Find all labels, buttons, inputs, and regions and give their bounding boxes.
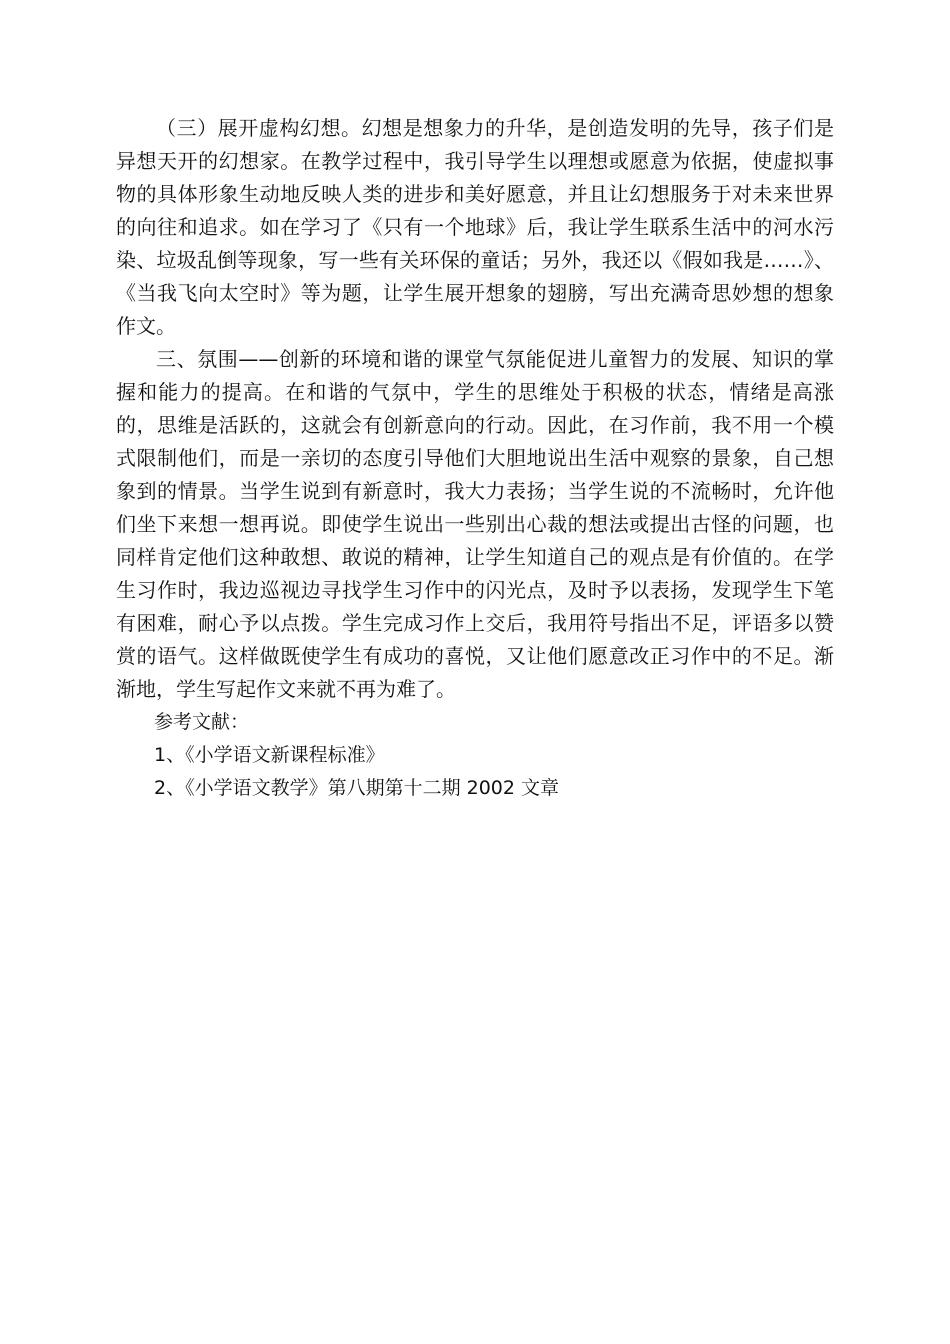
paragraph-imagination: （三）展开虚构幻想。幻想是想象力的升华，是创造发明的先导，孩子们是异想天开的幻想家。在教学过程中，我引导学生以理想或愿意为依据，使虚拟事物的具体形象生动地反映人类的进步和美好愿意，并且让幻想服务于对未来世界的向往和追求。如在学习了《只有一个地球》后，我让学生联系生活中的河水污染、垃圾乱倒等现象，写一些有关环保的童话；另外，我还以《假如我是……》、《当我飞向太空时》等为题，让学生展开想象的翅膀，写出充满奇思妙想的想象作文。 bbox=[116, 116, 834, 338]
document-page bbox=[116, 112, 834, 805]
reference-item-2: 2、《小学语文教学》第八期第十二期 2002 文章 bbox=[154, 777, 560, 799]
paragraph-atmosphere: 三、氛围——创新的环境和谐的课堂气氛能促进儿童智力的发展、知识的掌握和能力的提高。在和谐的气氛中，学生的思维处于积极的状态，情绪是高涨的，思维是活跃的，这就会有创新意向的行动。因此，在习作前，我不用一个模式限制他们，而是一亲切的态度引导他们大胆地说出生活中观察的景象，自己想象到的情景。当学生说到有新意时，我大力表扬；当学生说的不流畅时，允许他们坐下来想一想再说。即使学生说出一些别出心裁的想法或提出古怪的问题，也同样肯定他们这种敢想、敢说的精神，让学生知道自己的观点是有价值的。在学生习作时，我边巡视边寻找学生习作中的闪光点，及时予以表扬，发现学生下笔有困难，耐心予以点拨。学生完成习作上交后，我用符号指出不足，评语多以赞赏的语气。这样做既使学生有成功的喜悦，又让他们愿意改正习作中的不足。渐渐地，学生写起作文来就不再为难了。 bbox=[116, 347, 834, 701]
references-heading: 参考文献： bbox=[154, 711, 250, 733]
reference-item-1: 1、《小学语文新课程标准》 bbox=[154, 744, 385, 766]
